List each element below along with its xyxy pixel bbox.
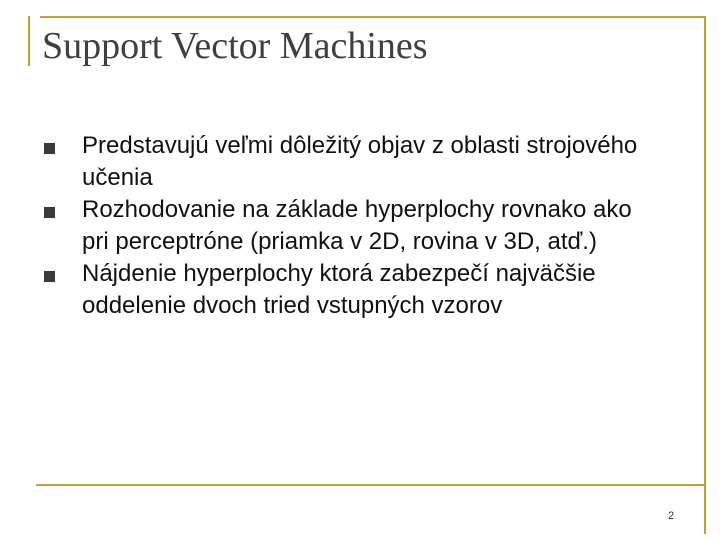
bullet-list — [44, 130, 644, 322]
square-bullet-icon — [44, 143, 55, 154]
square-bullet-icon — [44, 207, 55, 218]
frame-bottom-line — [36, 484, 706, 486]
bullet-text: Rozhodovanie na základe hyperplochy rovnako ako pri perceptróne (priamka v 2D, rovina v 3D, atď.) — [82, 196, 632, 255]
bullet-text: Predstavujú veľmi dôležitý objav z oblasti strojového učenia — [82, 132, 638, 191]
bullet-item — [44, 130, 644, 194]
page-number: 2 — [668, 510, 675, 522]
frame-right-line — [704, 16, 706, 534]
slide-title: Support Vector Machines — [42, 25, 428, 67]
square-bullet-icon — [44, 271, 55, 282]
frame-top-line — [40, 16, 706, 18]
bullet-text: Nájdenie hyperplochy ktorá zabezpečí najväčšie oddelenie dvoch tried vstupných vzorov — [82, 260, 596, 319]
bullet-item — [44, 258, 644, 322]
bullet-item — [44, 194, 644, 258]
frame-left-line — [28, 16, 30, 66]
